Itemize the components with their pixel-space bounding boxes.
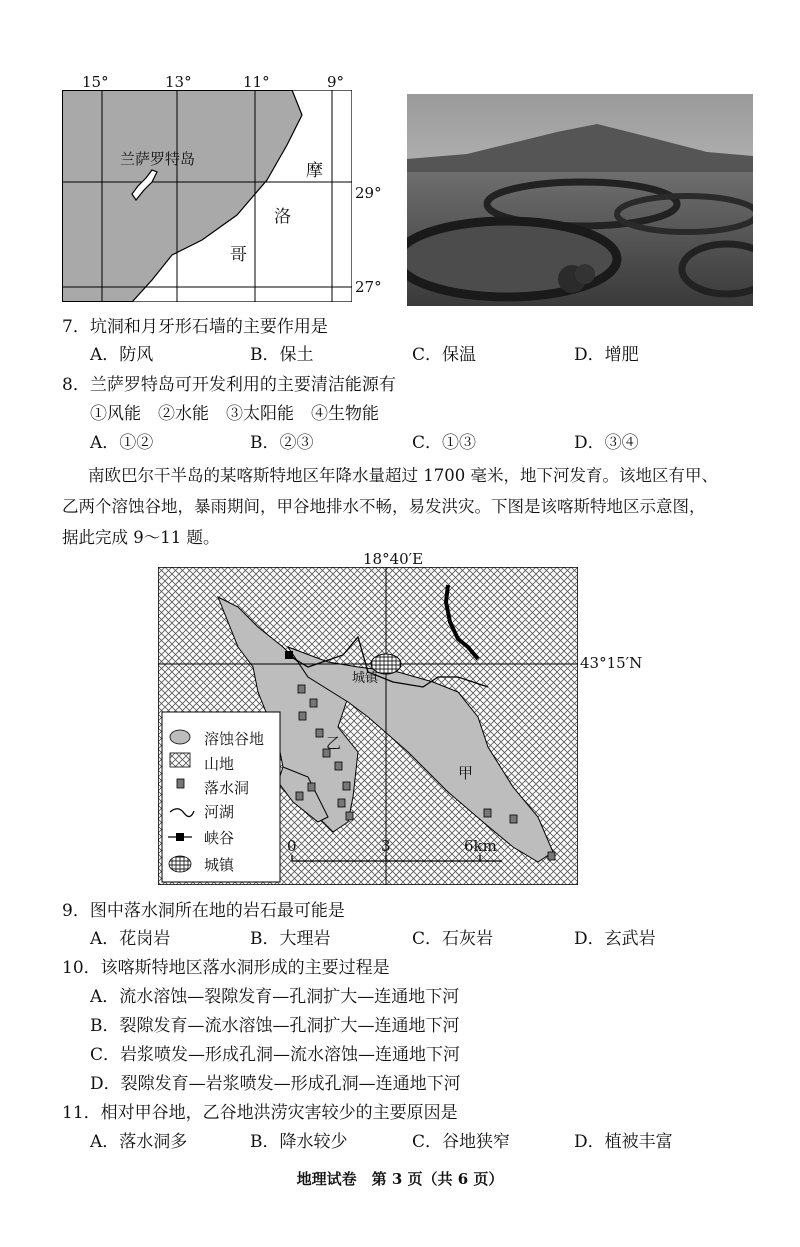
legend-river: 河湖 xyxy=(204,803,235,821)
town-label: 城镇 xyxy=(352,671,379,686)
passage-line-2: 乙两个溶蚀谷地，暴雨期间，甲谷地排水不畅，易发洪灾。下图是该喀斯特地区示意图， xyxy=(62,497,706,516)
q11-option-b[interactable]: B．降水较少 xyxy=(250,1132,348,1152)
q9-option-b[interactable]: B．大理岩 xyxy=(250,929,331,949)
q9-option-c[interactable]: C．石灰岩 xyxy=(412,929,494,949)
legend-mountain: 山地 xyxy=(204,755,235,773)
island-label: 兰萨罗特岛 xyxy=(120,150,196,168)
q7-option-c[interactable]: C．保温 xyxy=(412,345,477,365)
morocco-char-2: 洛 xyxy=(274,207,291,227)
scale-0: 0 xyxy=(287,837,297,855)
q7-option-b[interactable]: B．保土 xyxy=(250,345,314,365)
lat-label-29: 29° xyxy=(355,184,382,202)
q9-option-d[interactable]: D．玄武岩 xyxy=(574,929,656,949)
scale-3: 3 xyxy=(381,837,391,855)
volcanic-landscape-photo xyxy=(407,94,753,306)
karst-map xyxy=(158,550,643,885)
valley-yi-label: 乙 xyxy=(326,734,342,752)
q11-option-c[interactable]: C．谷地狭窄 xyxy=(412,1132,511,1152)
q10-option-d[interactable]: D．裂隙发育—岩浆喷发—形成孔洞—连通地下河 xyxy=(90,1074,461,1094)
legend-town: 城镇 xyxy=(204,856,235,874)
q10-option-b[interactable]: B．裂隙发育—流水溶蚀—孔洞扩大—连通地下河 xyxy=(90,1016,460,1036)
q8-items: ①风能 ②水能 ③太阳能 ④生物能 xyxy=(90,404,379,424)
lon-label-11: 11° xyxy=(243,73,270,91)
morocco-char-3: 哥 xyxy=(230,245,247,265)
q7-option-d[interactable]: D．增肥 xyxy=(574,345,639,365)
question-9-stem: 9．图中落水洞所在地的岩石最可能是 xyxy=(62,901,345,921)
q9-option-a[interactable]: A．花岗岩 xyxy=(90,929,171,949)
landscape-photo-graphic xyxy=(407,94,753,306)
question-7-stem: 7．坑洞和月牙形石墙的主要作用是 xyxy=(62,317,328,337)
lon-label-13: 13° xyxy=(165,73,192,91)
q8-option-a[interactable]: A．①② xyxy=(90,433,154,453)
q10-option-a[interactable]: A．流水溶蚀—裂隙发育—孔洞扩大—连通地下河 xyxy=(90,987,460,1007)
map2-lon-label: 18°40′E xyxy=(363,550,424,568)
q11-option-d[interactable]: D．植被丰富 xyxy=(574,1132,673,1152)
passage xyxy=(62,460,762,553)
lanzarote-map-graphic xyxy=(62,90,352,302)
passage-line-1: 南欧巴尔干半岛的某喀斯特地区年降水量超过 1700 毫米，地下河发育。该地区有甲、 xyxy=(88,466,718,485)
legend-gorge: 峡谷 xyxy=(204,829,235,847)
lat-label-27: 27° xyxy=(355,278,382,296)
q11-option-a[interactable]: A．落水洞多 xyxy=(90,1132,188,1152)
q8-option-b[interactable]: B．②③ xyxy=(250,433,314,453)
scale-6km: 6km xyxy=(464,837,497,855)
q8-option-d[interactable]: D．③④ xyxy=(574,433,639,453)
q10-option-c[interactable]: C．岩浆喷发—形成孔洞—流水溶蚀—连通地下河 xyxy=(90,1045,461,1065)
question-11-stem: 11．相对甲谷地，乙谷地洪涝灾害较少的主要原因是 xyxy=(62,1103,458,1123)
question-10-stem: 10．该喀斯特地区落水洞形成的主要过程是 xyxy=(62,958,390,978)
morocco-char-1: 摩 xyxy=(306,161,323,181)
lanzarote-map xyxy=(62,73,382,302)
passage-line-3: 据此完成 9～11 题。 xyxy=(62,528,220,547)
question-8-stem: 8．兰萨罗特岛可开发利用的主要清洁能源有 xyxy=(62,375,396,395)
lon-label-9: 9° xyxy=(327,73,345,91)
legend-valley: 溶蚀谷地 xyxy=(204,730,265,748)
q8-option-c[interactable]: C．①③ xyxy=(412,433,477,453)
q7-option-a[interactable]: A．防风 xyxy=(90,345,154,365)
lon-label-15: 15° xyxy=(82,73,109,91)
page-footer: 地理试卷 第 3 页（共 6 页） xyxy=(296,1170,504,1188)
valley-jia-label: 甲 xyxy=(458,764,474,782)
map2-lat-label: 43°15′N xyxy=(580,654,643,672)
legend-sinkhole: 落水洞 xyxy=(204,779,250,797)
